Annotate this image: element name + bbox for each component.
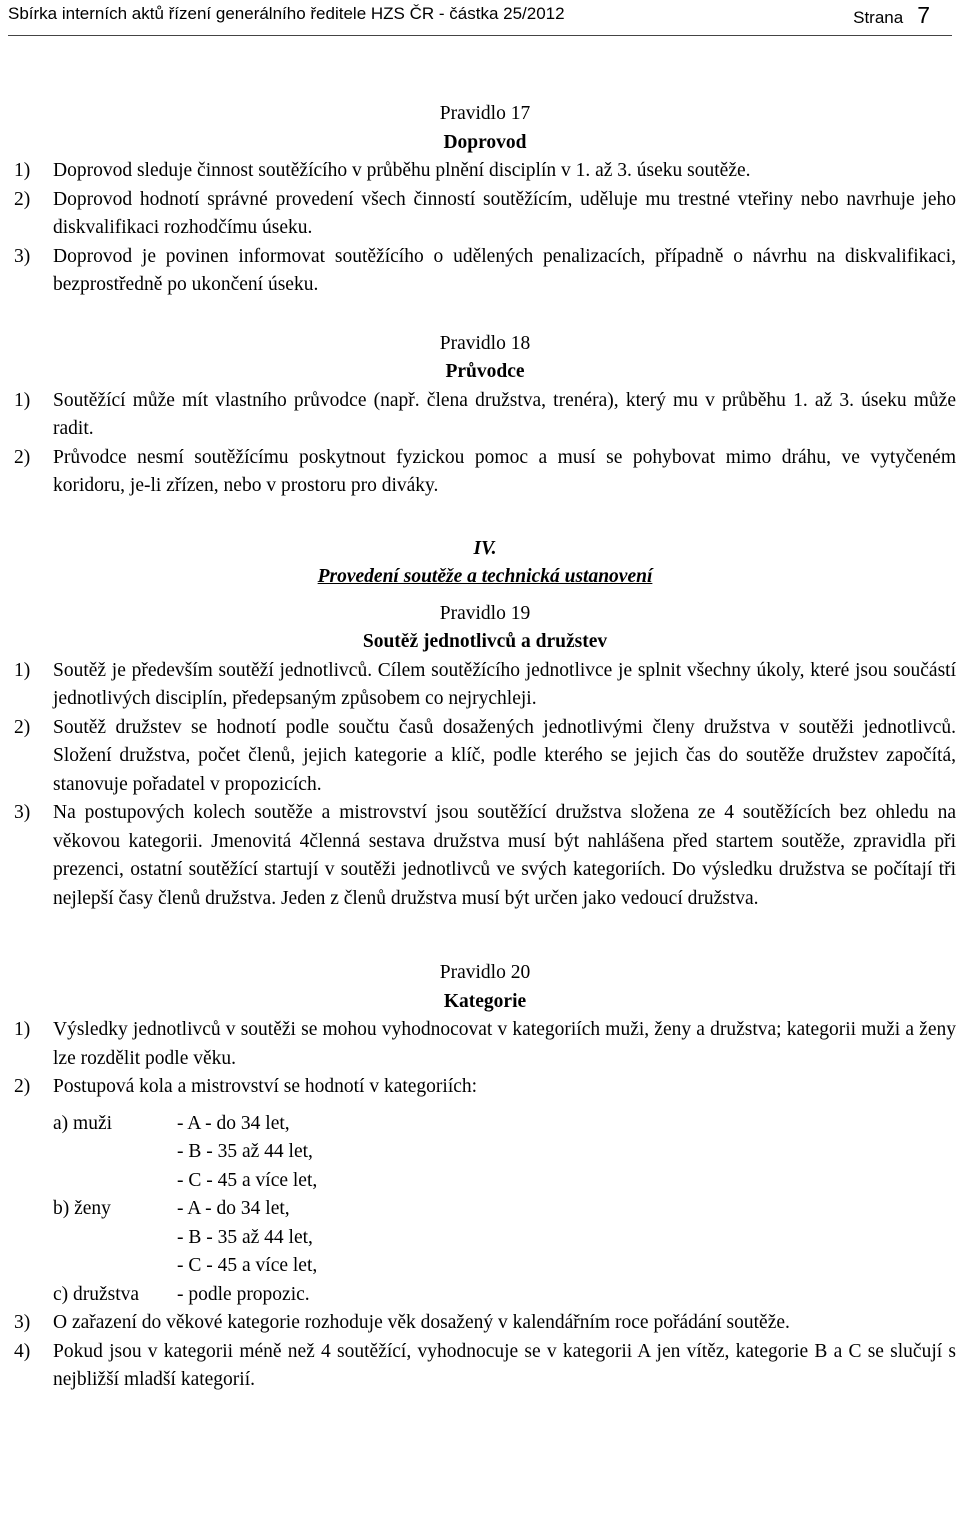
list-item [14, 387, 956, 444]
collection-title: Sbírka interních aktů řízení generálního ředitele HZS ČR - částka 25/2012 [8, 4, 565, 23]
rule-title: Soutěž jednotlivců a družstev [362, 631, 608, 652]
item-text: Doprovod je povinen informovat soutěžícího o udělených penalizacích, případně o návrhu na diskvalifikaci, bezprostředně po ukončení úseku. [53, 245, 956, 295]
category-value: - C - 45 a více let, [177, 1255, 318, 1276]
item-text: Doprovod hodnotí správné provedení všech činností soutěžícím, uděluje mu trestné vteřiny nebo navrhuje jeho diskvalifikaci rozhodčímu úseku. [53, 188, 956, 238]
category-label: b) ženy [53, 1198, 111, 1219]
rule-18 [14, 330, 956, 501]
part-iv [14, 535, 956, 592]
list-item [14, 657, 956, 714]
part-numeral: IV. [473, 537, 497, 559]
item-number: 3) [14, 245, 31, 267]
item-text: Soutěž družstev se hodnotí podle součtu časů dosažených jednotlivými členy družstva v soutěži jednotlivců. Složení družstva, počet členů, jejich kategorie a klíč, podle kterého se jejich čas do soutěže družstev započítá, stanovuje pořadatel v propozicích. [53, 716, 956, 795]
category-value: - B - 35 až 44 let, [177, 1226, 313, 1248]
item-number: 1) [14, 389, 31, 411]
item-number: 2) [14, 188, 31, 210]
rule-number: Pravidlo 19 [439, 602, 531, 624]
rule-number: Pravidlo 17 [439, 103, 531, 124]
page-number: 7 [917, 2, 930, 28]
rule-19 [14, 600, 956, 914]
category-value: - C - 45 a více let, [177, 1169, 318, 1191]
category-value: - B - 35 až 44 let, [177, 1141, 313, 1162]
list-item [14, 1073, 956, 1102]
rule-title: Doprovod [443, 131, 527, 153]
rule-number: Pravidlo 18 [439, 332, 531, 354]
item-text: Výsledky jednotlivců v soutěži se mohou vyhodnocovat v kategoriích muži, ženy a družstva; kategorii muži a ženy lze rozdělit podle věku. [53, 1019, 956, 1069]
list-item [14, 157, 956, 186]
rule-17 [14, 100, 956, 300]
page-label: Strana [853, 8, 904, 27]
list-item [14, 444, 956, 501]
page-indicator [853, 2, 930, 29]
list-item [14, 1309, 956, 1338]
category-value: - podle propozic. [177, 1283, 310, 1305]
item-text: Průvodce nesmí soutěžícímu poskytnout fyzickou pomoc a musí se pohybovat mimo dráhu, ve vytyčeném koridoru, je-li zřízen, nebo v prostoru pro diváky. [53, 446, 956, 496]
rule-number: Pravidlo 20 [439, 962, 531, 983]
item-text: Postupová kola a mistrovství se hodnotí v kategoriích: [53, 1076, 478, 1097]
item-text: Pokud jsou v kategorii méně než 4 soutěžící, vyhodnocuje se v kategorii A jen vítěz, kategorie B a C se slučují s nejbližší mladší kategorií. [53, 1340, 956, 1390]
category-list [53, 1110, 956, 1310]
list-item [14, 799, 956, 913]
category-value: - A - do 34 let, [177, 1198, 290, 1219]
item-number: 1) [14, 160, 31, 181]
list-item [14, 1016, 956, 1073]
header-rule [8, 35, 952, 36]
item-text: Na postupových kolech soutěže a mistrovství jsou soutěžící družstva složena ze 4 soutěžících bez ohledu na věkovou kategorii. Jmenovitá 4členná sestava družstva musí být nahlášena před startem soutěže, zpravidla při prezenci, ostatní soutěžící startují v soutěži jednotlivců ve svých kategoriích. Do výsledku družstva se počítají tři nejlepší časy členů družstva. Jeden z členů družstva musí být určen jako vedoucí družstva. [53, 802, 956, 909]
item-number: 2) [14, 446, 31, 468]
part-title: Provedení soutěže a technická ustanovení [317, 566, 653, 587]
item-number: 1) [14, 1019, 31, 1040]
item-number: 3) [14, 1312, 31, 1333]
item-number: 4) [14, 1340, 31, 1362]
item-text: Doprovod sleduje činnost soutěžícího v průběhu plnění disciplín v 1. až 3. úseku soutěže. [53, 160, 751, 181]
list-item [14, 714, 956, 800]
item-number: 2) [14, 716, 31, 738]
item-number: 3) [14, 802, 31, 823]
category-label: a) muži [53, 1112, 113, 1134]
category-label: c) družstva [53, 1283, 140, 1305]
list-item [14, 243, 956, 300]
rule-title: Průvodce [445, 361, 525, 382]
item-text: Soutěž je především soutěží jednotlivců. Cílem soutěžícího jednotlivce je splnit všechny úkoly, které jsou součástí jednotlivých disciplín, předepsaným způsobem co nejrychleji. [53, 659, 956, 709]
rule-20 [14, 959, 956, 1395]
document-body [14, 100, 956, 1395]
item-number: 1) [14, 659, 31, 681]
item-number: 2) [14, 1076, 31, 1097]
item-text: Soutěžící může mít vlastního průvodce (např. člena družstva, trenéra), který mu v průběhu 1. až 3. úseku může radit. [53, 389, 956, 439]
item-text: O zařazení do věkové kategorie rozhoduje věk dosažený v kalendářním roce pořádání soutěže. [53, 1312, 790, 1333]
rule-title: Kategorie [443, 990, 527, 1012]
list-item [14, 1338, 956, 1395]
list-item [14, 186, 956, 243]
category-value: - A - do 34 let, [177, 1112, 290, 1134]
page-header [8, 2, 930, 26]
